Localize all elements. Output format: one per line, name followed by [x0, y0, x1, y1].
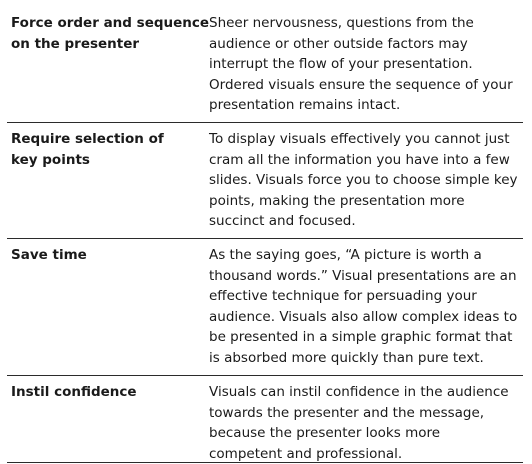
- row-description: To display visuals effectively you cannot just cram all the information you have into a few slides. Visuals force you to choose simple key points, making the presentation more succinct and focused.: [209, 131, 518, 230]
- row-term: Save time: [11, 247, 87, 263]
- row-description: As the saying goes, “A picture is worth a thousand words.” Visual presentations are an effective technique for persuading your audience. Visuals also allow complex ideas to be presented in a simple graphic format that is absorbed more quickly than pure text.: [209, 247, 518, 366]
- table-row: [7, 7, 523, 123]
- row-description: Visuals can instil confidence in the audience towards the presenter and the message, because the presenter looks more competent and professional.: [209, 384, 509, 462]
- table-row: [7, 239, 523, 376]
- benefits-table: [7, 7, 523, 463]
- row-description: Sheer nervousness, questions from the audience or other outside factors may interrupt the flow of your presentation. Ordered visuals ensure the sequence of your presentation remains intact.: [209, 15, 513, 114]
- table-row: [7, 376, 523, 463]
- row-term: Require selection of key points: [11, 131, 164, 168]
- row-term: Instil confidence: [11, 384, 137, 400]
- table-row: [7, 123, 523, 239]
- row-term: Force order and sequence on the presenter: [11, 15, 210, 52]
